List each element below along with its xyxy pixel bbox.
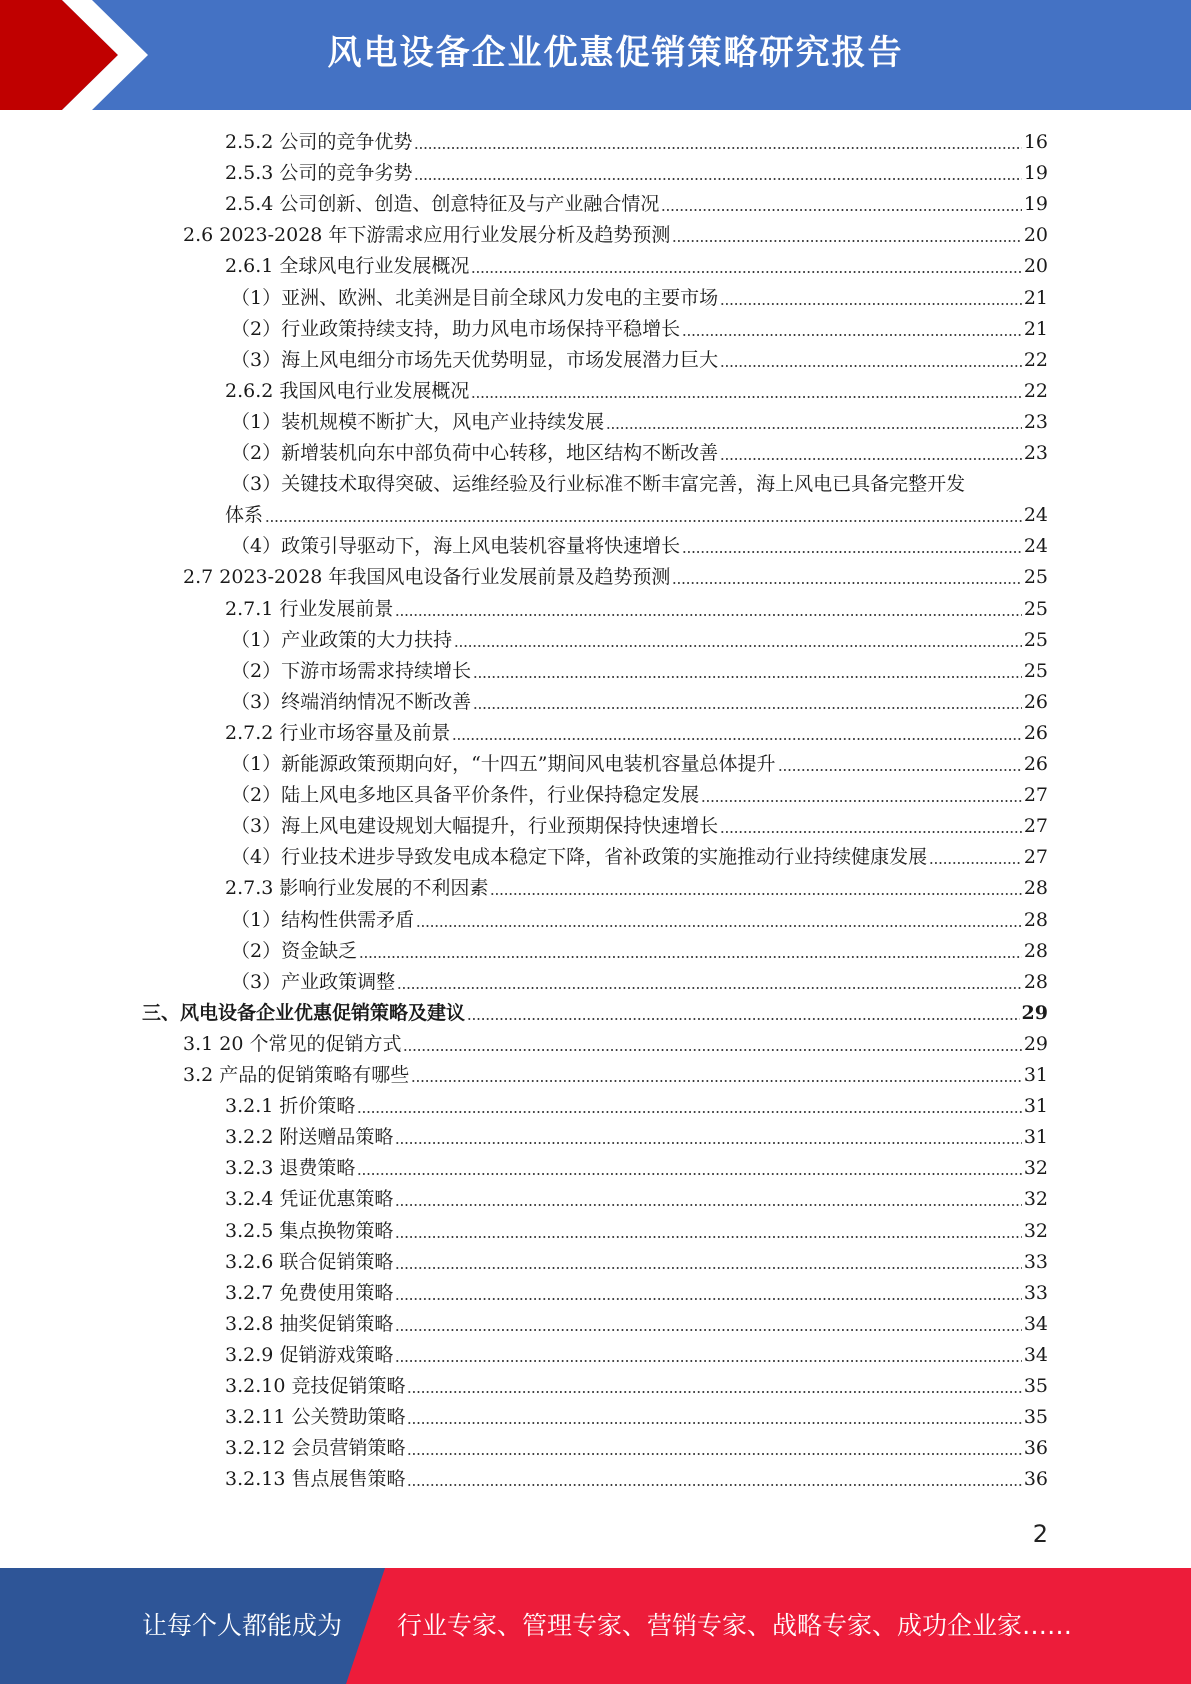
toc-dot-leader bbox=[720, 303, 1022, 305]
toc-entry-label: 3.2.8 抽奖促销策略 bbox=[225, 1312, 394, 1335]
report-title: 风电设备企业优惠促销策略研究报告 bbox=[327, 33, 904, 73]
toc-dot-leader bbox=[357, 1173, 1021, 1175]
toc-page-number: 31 bbox=[1023, 1064, 1048, 1086]
toc-entry-label: 3.2 产品的促销策略有哪些 bbox=[183, 1064, 410, 1086]
toc-page-number: 28 bbox=[1023, 908, 1048, 931]
toc-page-number: 20 bbox=[1023, 255, 1048, 278]
toc-page-number: 23 bbox=[1023, 410, 1048, 433]
toc-entry[interactable] bbox=[225, 1119, 1048, 1150]
toc-entry-label: 3.2.10 竞技促销策略 bbox=[225, 1375, 406, 1397]
toc-page-number: 36 bbox=[1023, 1468, 1048, 1491]
toc-entry[interactable] bbox=[225, 373, 1048, 404]
toc-dot-leader bbox=[414, 147, 1021, 149]
toc-entry-label: 2.6 2023-2028 年下游需求应用行业发展分析及趋势预测 bbox=[183, 224, 671, 247]
toc-entry[interactable] bbox=[225, 1213, 1048, 1244]
toc-entry[interactable] bbox=[225, 124, 1048, 155]
toc-dot-leader bbox=[467, 1018, 1020, 1020]
toc-entry-label: 2.6.1 全球风电行业发展概况 bbox=[225, 255, 470, 278]
toc-page-number: 25 bbox=[1023, 659, 1048, 682]
toc-entry[interactable] bbox=[225, 1368, 1048, 1399]
toc-entry[interactable] bbox=[231, 808, 1048, 839]
toc-entry-label: 3.2.3 退费策略 bbox=[225, 1157, 356, 1180]
toc-entry[interactable] bbox=[225, 1244, 1048, 1275]
toc-entry[interactable] bbox=[225, 1088, 1048, 1119]
toc-page-number: 26 bbox=[1023, 690, 1048, 713]
toc-entry-label: （2）资金缺乏 bbox=[231, 939, 358, 962]
toc-entry-label: （3）关键技术取得突破、运维经验及行业标准不断丰富完善，海上风电已具备完整开发 bbox=[231, 473, 966, 496]
toc-dot-leader bbox=[411, 1080, 1022, 1082]
toc-page-number: 27 bbox=[1023, 846, 1048, 869]
toc-page-number: 28 bbox=[1023, 970, 1048, 993]
toc-page-number: 34 bbox=[1023, 1312, 1048, 1335]
toc-entry[interactable] bbox=[231, 342, 1048, 373]
toc-page-number: 25 bbox=[1023, 628, 1048, 651]
toc-dot-leader bbox=[720, 458, 1022, 460]
toc-entry[interactable] bbox=[231, 964, 1048, 995]
toc-entry-label: 2.5.2 公司的竞争优势 bbox=[225, 131, 413, 153]
toc-entry[interactable] bbox=[231, 746, 1048, 777]
toc-dot-leader bbox=[397, 987, 1022, 989]
toc-entry-label: （1）产业政策的大力扶持 bbox=[231, 628, 453, 651]
toc-page-number: 33 bbox=[1023, 1281, 1048, 1304]
toc-entry-label: （2）行业政策持续支持，助力风电市场保持平稳增长 bbox=[231, 317, 681, 340]
toc-dot-leader bbox=[395, 1204, 1021, 1206]
toc-dot-leader bbox=[395, 1360, 1021, 1362]
toc-dot-leader bbox=[395, 1298, 1021, 1300]
toc-page-number: 26 bbox=[1023, 753, 1048, 775]
toc-dot-leader bbox=[701, 800, 1022, 802]
toc-page-number: 36 bbox=[1023, 1437, 1048, 1460]
toc-entry-continuation: 体系 bbox=[225, 504, 264, 527]
toc-page-number: 24 bbox=[1023, 504, 1048, 527]
toc-entry-label: 3.2.12 会员营销策略 bbox=[225, 1437, 406, 1460]
toc-dot-leader bbox=[416, 925, 1022, 927]
toc-entry-label: （2）下游市场需求持续增长 bbox=[231, 659, 472, 682]
toc-entry-label: 2.6.2 我国风电行业发展概况 bbox=[225, 379, 470, 402]
toc-dot-leader bbox=[407, 1422, 1021, 1424]
toc-dot-leader bbox=[471, 396, 1021, 398]
toc-dot-leader bbox=[452, 738, 1021, 740]
toc-page-number: 34 bbox=[1023, 1343, 1048, 1366]
toc-page-number: 20 bbox=[1023, 224, 1048, 247]
toc-dot-leader bbox=[407, 1484, 1021, 1486]
toc-dot-leader bbox=[929, 862, 1022, 864]
toc-page-number: 21 bbox=[1023, 317, 1048, 340]
toc-entry-label: （3）海上风电建设规划大幅提升，行业预期保持快速增长 bbox=[231, 815, 719, 838]
toc-page-number: 32 bbox=[1023, 1219, 1048, 1242]
toc-page-number: 31 bbox=[1023, 1126, 1048, 1149]
toc-entry[interactable] bbox=[231, 653, 1048, 684]
toc-page-number: 23 bbox=[1023, 442, 1048, 464]
toc-dot-leader bbox=[473, 707, 1022, 709]
toc-dot-leader bbox=[682, 334, 1022, 336]
toc-entry[interactable] bbox=[183, 217, 1048, 248]
toc-page-number: 29 bbox=[1021, 1001, 1048, 1024]
toc-entry-label: 3.2.1 折价策略 bbox=[225, 1095, 356, 1118]
toc-entry[interactable] bbox=[231, 404, 1048, 435]
page-header bbox=[0, 0, 1191, 110]
toc-entry[interactable] bbox=[231, 933, 1048, 964]
toc-entry-label: 3.2.13 售点展售策略 bbox=[225, 1468, 406, 1491]
toc-entry-label: 2.7.2 行业市场容量及前景 bbox=[225, 721, 451, 744]
toc-page-number: 32 bbox=[1023, 1188, 1048, 1211]
toc-page-number: 19 bbox=[1023, 162, 1048, 185]
toc-entry[interactable] bbox=[231, 902, 1048, 933]
toc-entry-label: （1）亚洲、欧洲、北美洲是目前全球风力发电的主要市场 bbox=[231, 286, 719, 309]
toc-dot-leader bbox=[395, 1267, 1021, 1269]
toc-page-number: 26 bbox=[1023, 721, 1048, 744]
toc-dot-leader bbox=[407, 1391, 1021, 1393]
toc-dot-leader bbox=[661, 209, 1021, 211]
toc-page-number: 22 bbox=[1023, 379, 1048, 402]
toc-entry-label: （3）产业政策调整 bbox=[231, 970, 396, 993]
toc-entry-label: （1）新能源政策预期向好，“十四五”期间风电装机容量总体提升 bbox=[231, 753, 776, 775]
toc-dot-leader bbox=[778, 769, 1022, 771]
footer-slogan-left: 让每个人都能成为 bbox=[142, 1611, 343, 1640]
toc-entry-label: 2.5.3 公司的竞争劣势 bbox=[225, 162, 413, 185]
toc-dot-leader bbox=[672, 582, 1021, 584]
toc-entry-label: 3.1 20 个常见的促销方式 bbox=[183, 1032, 402, 1055]
toc-dot-leader bbox=[720, 365, 1022, 367]
toc-page-number: 16 bbox=[1023, 131, 1048, 153]
toc-entry-label: 2.7.3 影响行业发展的不利因素 bbox=[225, 877, 489, 900]
toc-entry[interactable] bbox=[225, 1337, 1048, 1368]
toc-entry[interactable] bbox=[231, 622, 1048, 653]
toc-entry-label: 2.5.4 公司创新、创造、创意特征及与产业融合情况 bbox=[225, 193, 660, 216]
toc-entry-label: （2）陆上风电多地区具备平价条件，行业保持稳定发展 bbox=[231, 784, 700, 807]
toc-entry-label: 三、风电设备企业优惠促销策略及建议 bbox=[142, 1001, 466, 1024]
toc-entry[interactable] bbox=[225, 1430, 1048, 1461]
toc-entry[interactable] bbox=[225, 1275, 1048, 1306]
toc-entry[interactable] bbox=[231, 280, 1048, 311]
toc-entry-label: 2.7 2023-2028 年我国风电设备行业发展前景及趋势预测 bbox=[183, 566, 671, 589]
toc-page-number: 19 bbox=[1023, 193, 1048, 216]
toc-dot-leader bbox=[490, 893, 1021, 895]
toc-dot-leader bbox=[682, 551, 1022, 553]
toc-entry-label: （1）结构性供需矛盾 bbox=[231, 908, 415, 931]
page-footer bbox=[0, 1568, 1191, 1684]
toc-entry-label: （1）装机规模不断扩大，风电产业持续发展 bbox=[231, 410, 605, 433]
toc-page-number: 25 bbox=[1023, 566, 1048, 589]
toc-entry[interactable] bbox=[231, 777, 1048, 808]
toc-page-number: 21 bbox=[1023, 286, 1048, 309]
toc-page-number: 27 bbox=[1023, 784, 1048, 807]
toc-entry-label: 3.2.11 公关赞助策略 bbox=[225, 1406, 406, 1429]
toc-entry[interactable] bbox=[231, 311, 1048, 342]
toc-page-number: 22 bbox=[1023, 348, 1048, 371]
toc-entry[interactable] bbox=[225, 155, 1048, 186]
toc-page-number: 25 bbox=[1023, 597, 1048, 620]
toc-entry[interactable] bbox=[225, 715, 1048, 746]
toc-entry-label: （4）政策引导驱动下，海上风电装机容量将快速增长 bbox=[231, 535, 681, 558]
toc-entry-label: 3.2.7 免费使用策略 bbox=[225, 1281, 394, 1304]
toc-page-number: 33 bbox=[1023, 1250, 1048, 1273]
toc-entry[interactable] bbox=[225, 870, 1048, 901]
toc-page-number: 28 bbox=[1023, 939, 1048, 962]
toc-entry[interactable] bbox=[183, 1057, 1048, 1088]
toc-entry[interactable] bbox=[225, 1306, 1048, 1337]
toc-dot-leader bbox=[407, 1453, 1021, 1455]
toc-dot-leader bbox=[672, 240, 1021, 242]
toc-entry-label: 3.2.5 集点换物策略 bbox=[225, 1219, 394, 1242]
toc-dot-leader bbox=[414, 178, 1021, 180]
toc-dot-leader bbox=[265, 520, 1022, 522]
toc-page-number: 27 bbox=[1023, 815, 1048, 838]
toc-dot-leader bbox=[454, 645, 1022, 647]
toc-entry[interactable] bbox=[225, 248, 1048, 279]
toc-entry[interactable] bbox=[225, 1181, 1048, 1212]
toc-entry-label: 2.7.1 行业发展前景 bbox=[225, 597, 394, 620]
toc-dot-leader bbox=[606, 427, 1022, 429]
toc-page-number: 35 bbox=[1023, 1406, 1048, 1429]
toc-entry[interactable] bbox=[231, 528, 1048, 559]
toc-dot-leader bbox=[471, 271, 1021, 273]
toc-dot-leader bbox=[359, 956, 1022, 958]
toc-entry-label: （3）终端消纳情况不断改善 bbox=[231, 690, 472, 713]
toc-entry[interactable] bbox=[225, 1150, 1048, 1181]
toc-entry[interactable] bbox=[183, 1026, 1048, 1057]
toc-entry[interactable] bbox=[231, 435, 1048, 466]
toc-dot-leader bbox=[357, 1111, 1021, 1113]
toc-entry-label: 3.2.6 联合促销策略 bbox=[225, 1250, 394, 1273]
toc-entry[interactable] bbox=[231, 684, 1048, 715]
toc-dot-leader bbox=[473, 676, 1022, 678]
toc-entry[interactable] bbox=[225, 497, 1048, 528]
toc-entry-label: 3.2.4 凭证优惠策略 bbox=[225, 1188, 394, 1211]
footer-slogan-right: 行业专家、管理专家、营销专家、战略专家、成功企业家…… bbox=[397, 1611, 1073, 1640]
toc-dot-leader bbox=[395, 1329, 1021, 1331]
toc-entry-label: 3.2.9 促销游戏策略 bbox=[225, 1343, 394, 1366]
toc-entry[interactable] bbox=[225, 186, 1048, 217]
toc-page-number: 32 bbox=[1023, 1157, 1048, 1180]
toc-page-number: 35 bbox=[1023, 1375, 1048, 1397]
toc-dot-leader bbox=[395, 1236, 1021, 1238]
toc-entry[interactable] bbox=[225, 1461, 1048, 1492]
toc-page-number: 28 bbox=[1023, 877, 1048, 900]
toc-page-number: 29 bbox=[1023, 1032, 1048, 1055]
toc-entry[interactable] bbox=[225, 1399, 1048, 1430]
toc-entry-label: 3.2.2 附送赠品策略 bbox=[225, 1126, 394, 1149]
toc-entry-label: （2）新增装机向东中部负荷中心转移，地区结构不断改善 bbox=[231, 442, 719, 464]
toc-entry-label: （3）海上风电细分市场先天优势明显，市场发展潜力巨大 bbox=[231, 348, 719, 371]
toc-dot-leader bbox=[720, 831, 1022, 833]
toc-entry-label: （4）行业技术进步导致发电成本稳定下降，省补政策的实施推动行业持续健康发展 bbox=[231, 846, 928, 869]
toc-entry[interactable] bbox=[142, 995, 1048, 1026]
toc-dot-leader bbox=[395, 614, 1021, 616]
page-number: 2 bbox=[1032, 1520, 1048, 1548]
toc-page-number: 31 bbox=[1023, 1095, 1048, 1118]
toc-entry[interactable] bbox=[225, 591, 1048, 622]
toc-entry[interactable] bbox=[231, 839, 1048, 870]
toc-entry[interactable] bbox=[183, 559, 1048, 590]
toc-dot-leader bbox=[395, 1142, 1021, 1144]
toc-dot-leader bbox=[403, 1049, 1021, 1051]
toc-page-number: 24 bbox=[1023, 535, 1048, 558]
